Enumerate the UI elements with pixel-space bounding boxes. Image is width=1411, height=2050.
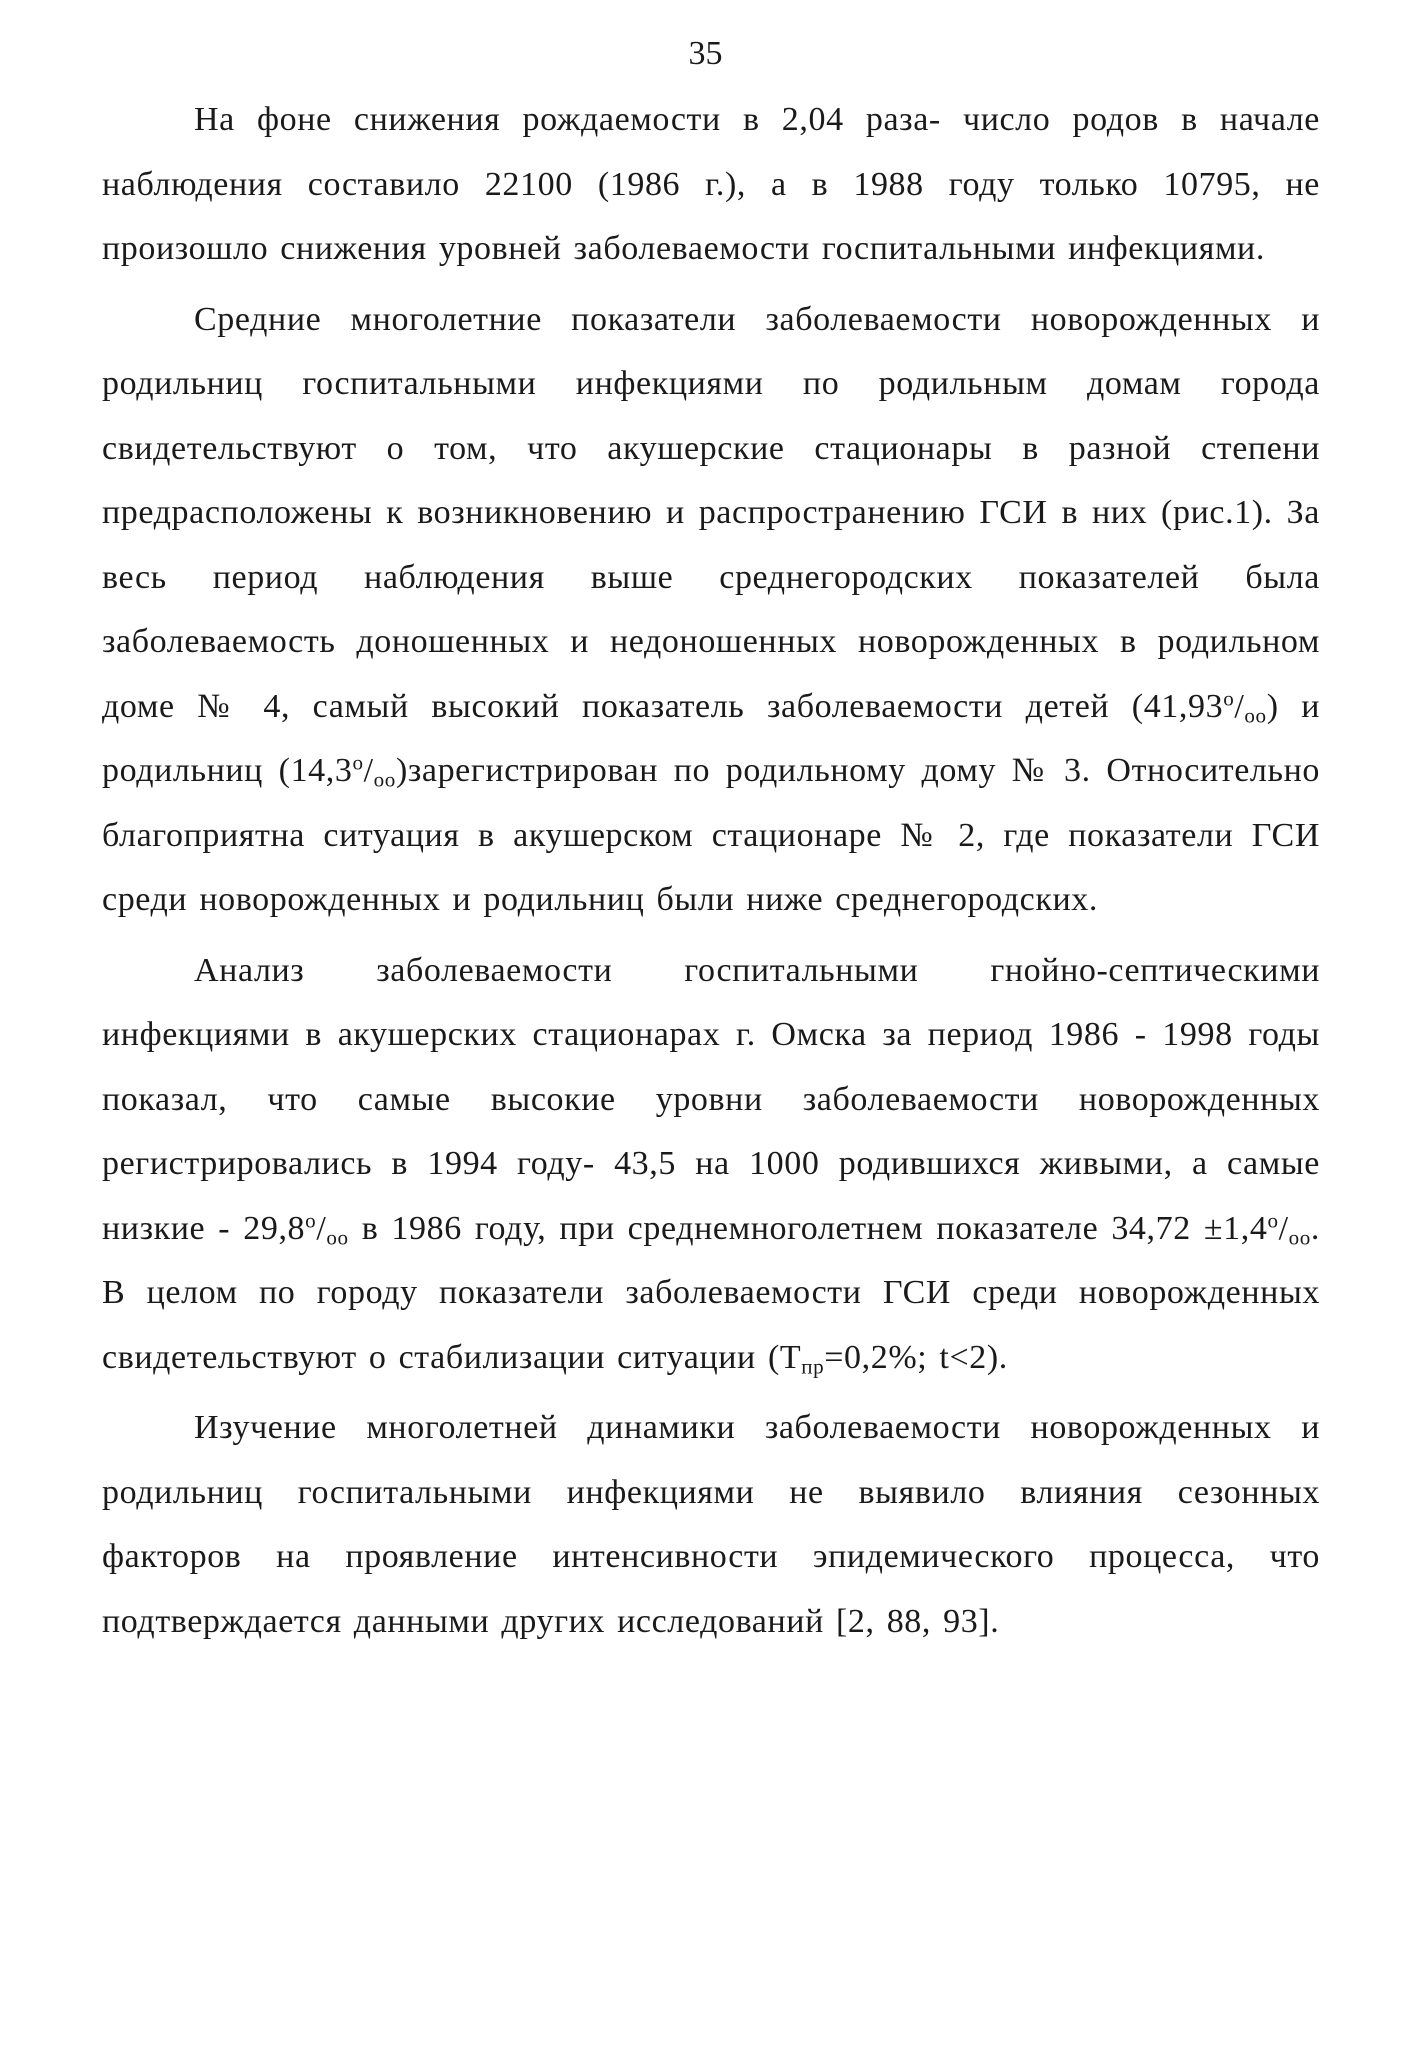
degree-superscript: о bbox=[1267, 1207, 1279, 1232]
permille-subscript: оо bbox=[326, 1224, 349, 1249]
paragraph-seasonal-factors: Изучение многолетней динамики заболеваемости новорожденных и родильниц госпитальными инфекциями не выявило влияния сезонных факторов на проявление интенсивности эпидемического процесса, что подтверждается данными других исследований [2, 88, 93]. bbox=[102, 1409, 1320, 1640]
permille-subscript: оо bbox=[1288, 1224, 1311, 1249]
text-run: / bbox=[316, 1209, 327, 1247]
growth-rate-subscript: пр bbox=[801, 1353, 825, 1378]
text-run: / bbox=[1278, 1209, 1289, 1247]
degree-superscript: о bbox=[305, 1207, 317, 1232]
degree-superscript: о bbox=[352, 750, 364, 775]
permille-subscript: оо bbox=[373, 767, 396, 792]
text-run: Средние многолетние показатели заболеваемости новорожденных и родильниц госпитальными инфекциями по родильным домам города свидетельствуют о том, что акушерские стационары в разной степени предрасположены к возникновению и распространению ГСИ в них (рис.1). За весь период наблюдения выше среднегородских показателей была заболеваемость доношенных и недоношенных новорожденных в родильном доме № 4, самый высокий показатель заболеваемости детей (41,93 bbox=[102, 300, 1320, 725]
text-run: =0,2%; t<2). bbox=[824, 1338, 1008, 1376]
paragraph-maternity-hospitals bbox=[102, 288, 1320, 933]
page-body bbox=[102, 88, 1320, 1654]
text-run: Анализ заболеваемости госпитальными гнойно-септическими инфекциями в акушерских стационарах г. Омска за период 1986 - 1998 годы показал, что самые высокие уровни заболеваемости новорожденных регистрировались в 1994 году- 43,5 на 1000 родившихся живыми, а самые низкие - 29,8 bbox=[102, 951, 1320, 1247]
permille-subscript: оо bbox=[1244, 702, 1267, 727]
text-run: . В целом по городу показатели заболеваемости ГСИ среди новорожденных свидетельствуют о стабилизации ситуации (Т bbox=[102, 1209, 1321, 1376]
degree-superscript: о bbox=[1223, 685, 1235, 710]
page-number: 35 bbox=[688, 35, 723, 72]
text-run: / bbox=[1234, 687, 1245, 725]
paragraph-birth-rate: На фоне снижения рождаемости в 2,04 раза- число родов в начале наблюдения составило 22100 (1986 г.), а в 1988 году только 10795, не произошло снижения уровней заболеваемости госпитальными инфекциями. bbox=[102, 101, 1320, 267]
text-run: в 1986 году, при среднемноголетнем показателе 34,72 ±1,4 bbox=[348, 1209, 1268, 1247]
paragraph-analysis bbox=[102, 939, 1320, 1391]
text-run: ) и родильниц (14,3 bbox=[102, 687, 1320, 789]
text-run: / bbox=[363, 752, 374, 789]
text-run: )зарегистрирован по родильному дому № 3. Относительно благоприятна ситуация в акушерском стационаре № 2, где показатели ГСИ среди новорожденных и родильниц были ниже среднегородских. bbox=[102, 752, 1320, 918]
